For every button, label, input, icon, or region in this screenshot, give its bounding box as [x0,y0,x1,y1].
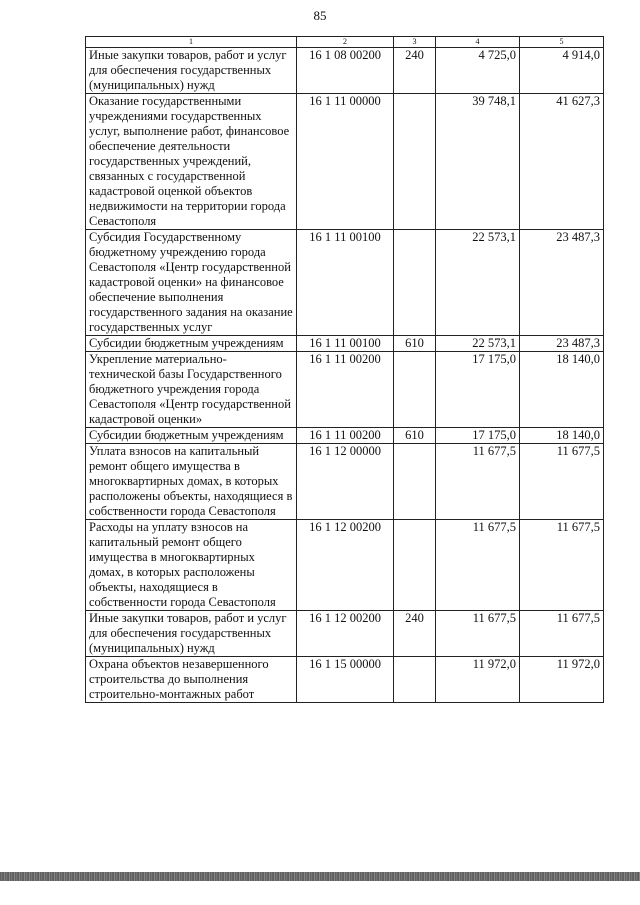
row-sum-year2-cell: 11 972,0 [520,657,604,703]
row-sum-year2-cell: 41 627,3 [520,94,604,230]
row-code-cell: 16 1 11 00100 [297,230,394,336]
table-row [86,428,604,444]
column-number-row [86,37,604,48]
table-row [86,657,604,703]
table-row [86,352,604,428]
row-sum-year1-cell: 11 677,5 [436,611,520,657]
row-expense-type-cell [394,352,436,428]
row-sum-year1-cell: 11 972,0 [436,657,520,703]
column-header-5: 5 [520,37,604,48]
row-sum-year2-cell: 11 677,5 [520,444,604,520]
row-code-cell: 16 1 08 00200 [297,48,394,94]
row-sum-year1-cell: 11 677,5 [436,444,520,520]
row-name-cell: Оказание государственными учреждениями государственных услуг, выполнение работ, финансовое обеспечение деятельности государственных учреждений, связанных с государственной кадастровой оценкой объектов недвижимости на территории города Севастополя [86,94,297,230]
row-name-cell: Охрана объектов незавершенного строительства до выполнения строительно-монтажных работ [86,657,297,703]
row-sum-year1-cell: 17 175,0 [436,428,520,444]
row-code-cell: 16 1 11 00100 [297,336,394,352]
column-header-2: 2 [297,37,394,48]
row-expense-type-cell [394,94,436,230]
row-sum-year2-cell: 18 140,0 [520,352,604,428]
row-expense-type-cell [394,657,436,703]
row-expense-type-cell [394,520,436,611]
column-header-1: 1 [86,37,297,48]
row-code-cell: 16 1 12 00200 [297,611,394,657]
table-row [86,611,604,657]
row-name-cell: Расходы на уплату взносов на капитальный ремонт общего имущества в многоквартирных домах, в которых расположены объекты, находящиеся в собственности города Севастополя [86,520,297,611]
row-name-cell: Уплата взносов на капитальный ремонт общего имущества в многоквартирных домах, в которых расположены объекты, находящиеся в собственности города Севастополя [86,444,297,520]
row-sum-year2-cell: 23 487,3 [520,336,604,352]
row-sum-year1-cell: 17 175,0 [436,352,520,428]
row-expense-type-cell: 240 [394,48,436,94]
row-expense-type-cell: 240 [394,611,436,657]
page-number: 85 [313,8,327,23]
row-name-cell: Субсидии бюджетным учреждениям [86,428,297,444]
row-sum-year2-cell: 23 487,3 [520,230,604,336]
row-name-cell: Иные закупки товаров, работ и услуг для обеспечения государственных (муниципальных) нужд [86,48,297,94]
scan-artifact-strip [0,872,640,881]
row-sum-year2-cell: 18 140,0 [520,428,604,444]
budget-table [85,36,604,703]
row-expense-type-cell: 610 [394,428,436,444]
row-sum-year2-cell: 4 914,0 [520,48,604,94]
table-row [86,230,604,336]
row-sum-year1-cell: 22 573,1 [436,230,520,336]
row-code-cell: 16 1 12 00000 [297,444,394,520]
row-code-cell: 16 1 11 00200 [297,352,394,428]
row-code-cell: 16 1 11 00000 [297,94,394,230]
row-code-cell: 16 1 11 00200 [297,428,394,444]
column-header-3: 3 [394,37,436,48]
row-sum-year1-cell: 22 573,1 [436,336,520,352]
table-row [86,520,604,611]
table-row [86,48,604,94]
row-sum-year1-cell: 11 677,5 [436,520,520,611]
row-name-cell: Субсидия Государственному бюджетному учреждению города Севастополя «Центр государственной кадастровой оценки» на финансовое обеспечение выполнения государственного задания на оказание государственных услуг [86,230,297,336]
row-sum-year1-cell: 4 725,0 [436,48,520,94]
table-row [86,444,604,520]
row-expense-type-cell [394,444,436,520]
row-name-cell: Укрепление материально-технической базы Государственного бюджетного учреждения города Севастополя «Центр государственной кадастровой оценки» [86,352,297,428]
table-row [86,94,604,230]
row-name-cell: Иные закупки товаров, работ и услуг для обеспечения государственных (муниципальных) нужд [86,611,297,657]
table-row [86,336,604,352]
row-expense-type-cell [394,230,436,336]
row-expense-type-cell: 610 [394,336,436,352]
row-sum-year1-cell: 39 748,1 [436,94,520,230]
column-header-4: 4 [436,37,520,48]
row-sum-year2-cell: 11 677,5 [520,520,604,611]
row-sum-year2-cell: 11 677,5 [520,611,604,657]
row-code-cell: 16 1 12 00200 [297,520,394,611]
row-code-cell: 16 1 15 00000 [297,657,394,703]
row-name-cell: Субсидии бюджетным учреждениям [86,336,297,352]
